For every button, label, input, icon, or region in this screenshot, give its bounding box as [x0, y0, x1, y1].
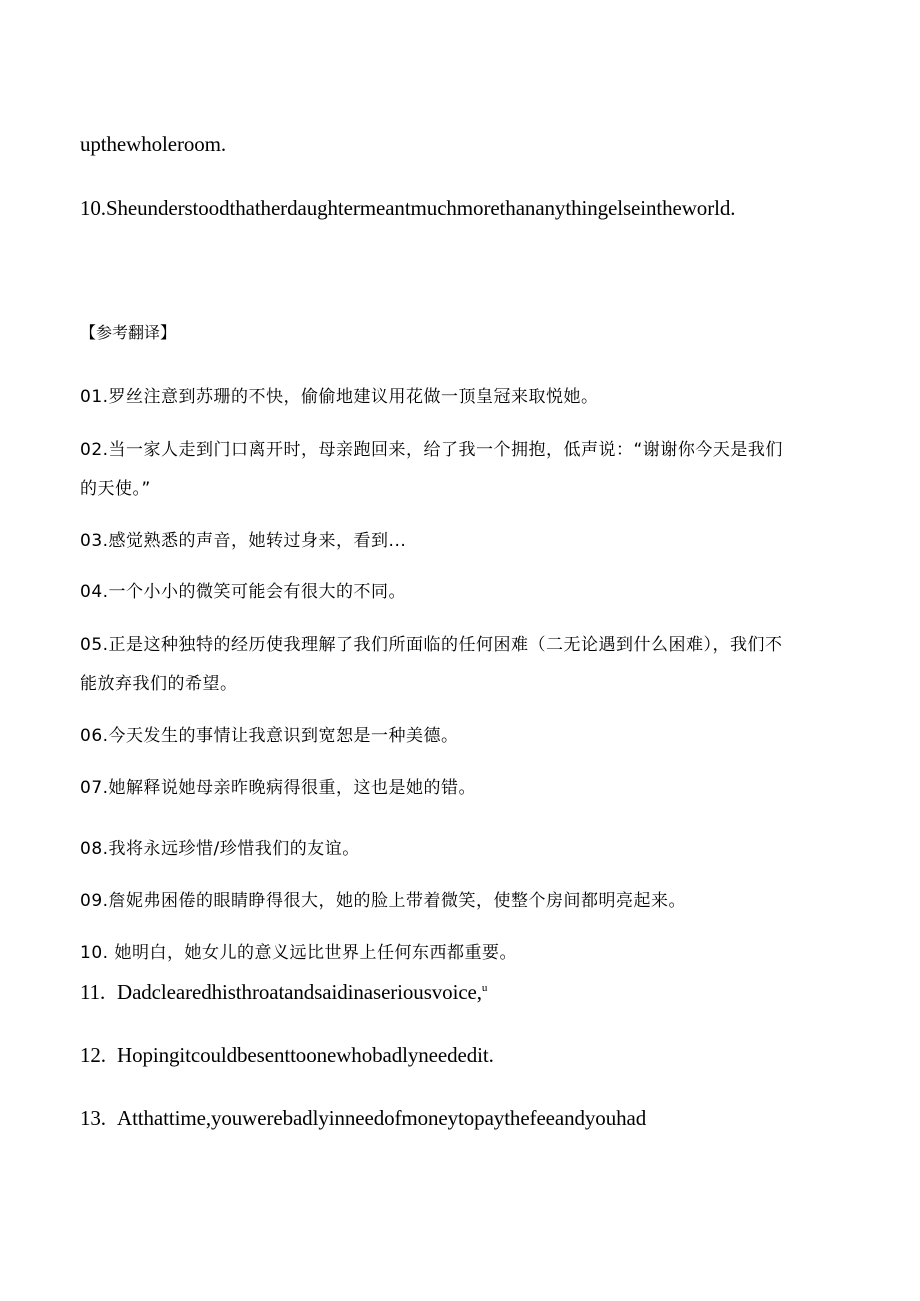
list-number: 12.	[80, 1043, 106, 1067]
translation-08: 08.我将永远珍惜/珍惜我们的友谊。	[80, 839, 360, 859]
translation-10: 10. 她明白，她女儿的意义远比世界上任何东西都重要。	[80, 943, 517, 963]
translation-05-line-2: 能放弃我们的希望。	[80, 674, 238, 694]
translation-05-line-1: 05.正是这种独特的经历使我理解了我们所面临的任何困难（二无论遇到什么困难），我们不	[80, 635, 783, 655]
sentence-text: Dadclearedhisthroatandsaidinaseriousvoice,	[117, 980, 482, 1004]
english-sentence-12	[80, 1043, 494, 1068]
list-number: 11.	[80, 980, 106, 1004]
english-sentence-13	[80, 1106, 646, 1131]
section-heading: 【参考翻译】	[80, 323, 177, 342]
translation-07: 07.她解释说她母亲昨晚病得很重，这也是她的错。	[80, 778, 477, 798]
translation-04: 04.一个小小的微笑可能会有很大的不同。	[80, 582, 407, 602]
translation-02-line-2: 的天使。”	[80, 479, 151, 499]
superscript-mark: u	[481, 982, 488, 994]
english-line-continued: upthewholeroom.	[80, 132, 227, 156]
translation-09: 09.詹妮弗困倦的眼睛睁得很大，她的脸上带着微笑，使整个房间都明亮起来。	[80, 891, 687, 911]
translation-06: 06.今天发生的事情让我意识到宽恕是一种美德。	[80, 726, 459, 746]
english-sentence-10: 10.Sheunderstoodthatherdaughtermeantmuchmorethananythingelseintheworld.	[80, 196, 736, 220]
translation-03: 03.感觉熟悉的声音，她转过身来，看到...	[80, 531, 407, 551]
translation-01: 01.罗丝注意到苏珊的不快，偷偷地建议用花做一顶皇冠来取悦她。	[80, 387, 599, 407]
list-number: 13.	[80, 1106, 106, 1130]
english-sentence-11	[80, 980, 487, 1005]
sentence-text: Atthattime,youwerebadlyinneedofmoneytopaythefeeandyouhad	[117, 1106, 647, 1130]
sentence-text: Hopingitcouldbesenttoonewhobadlyneededit.	[117, 1043, 494, 1067]
translation-02-line-1: 02.当一家人走到门口离开时，母亲跑回来，给了我一个拥抱，低声说：“谢谢你今天是我们	[80, 440, 783, 460]
